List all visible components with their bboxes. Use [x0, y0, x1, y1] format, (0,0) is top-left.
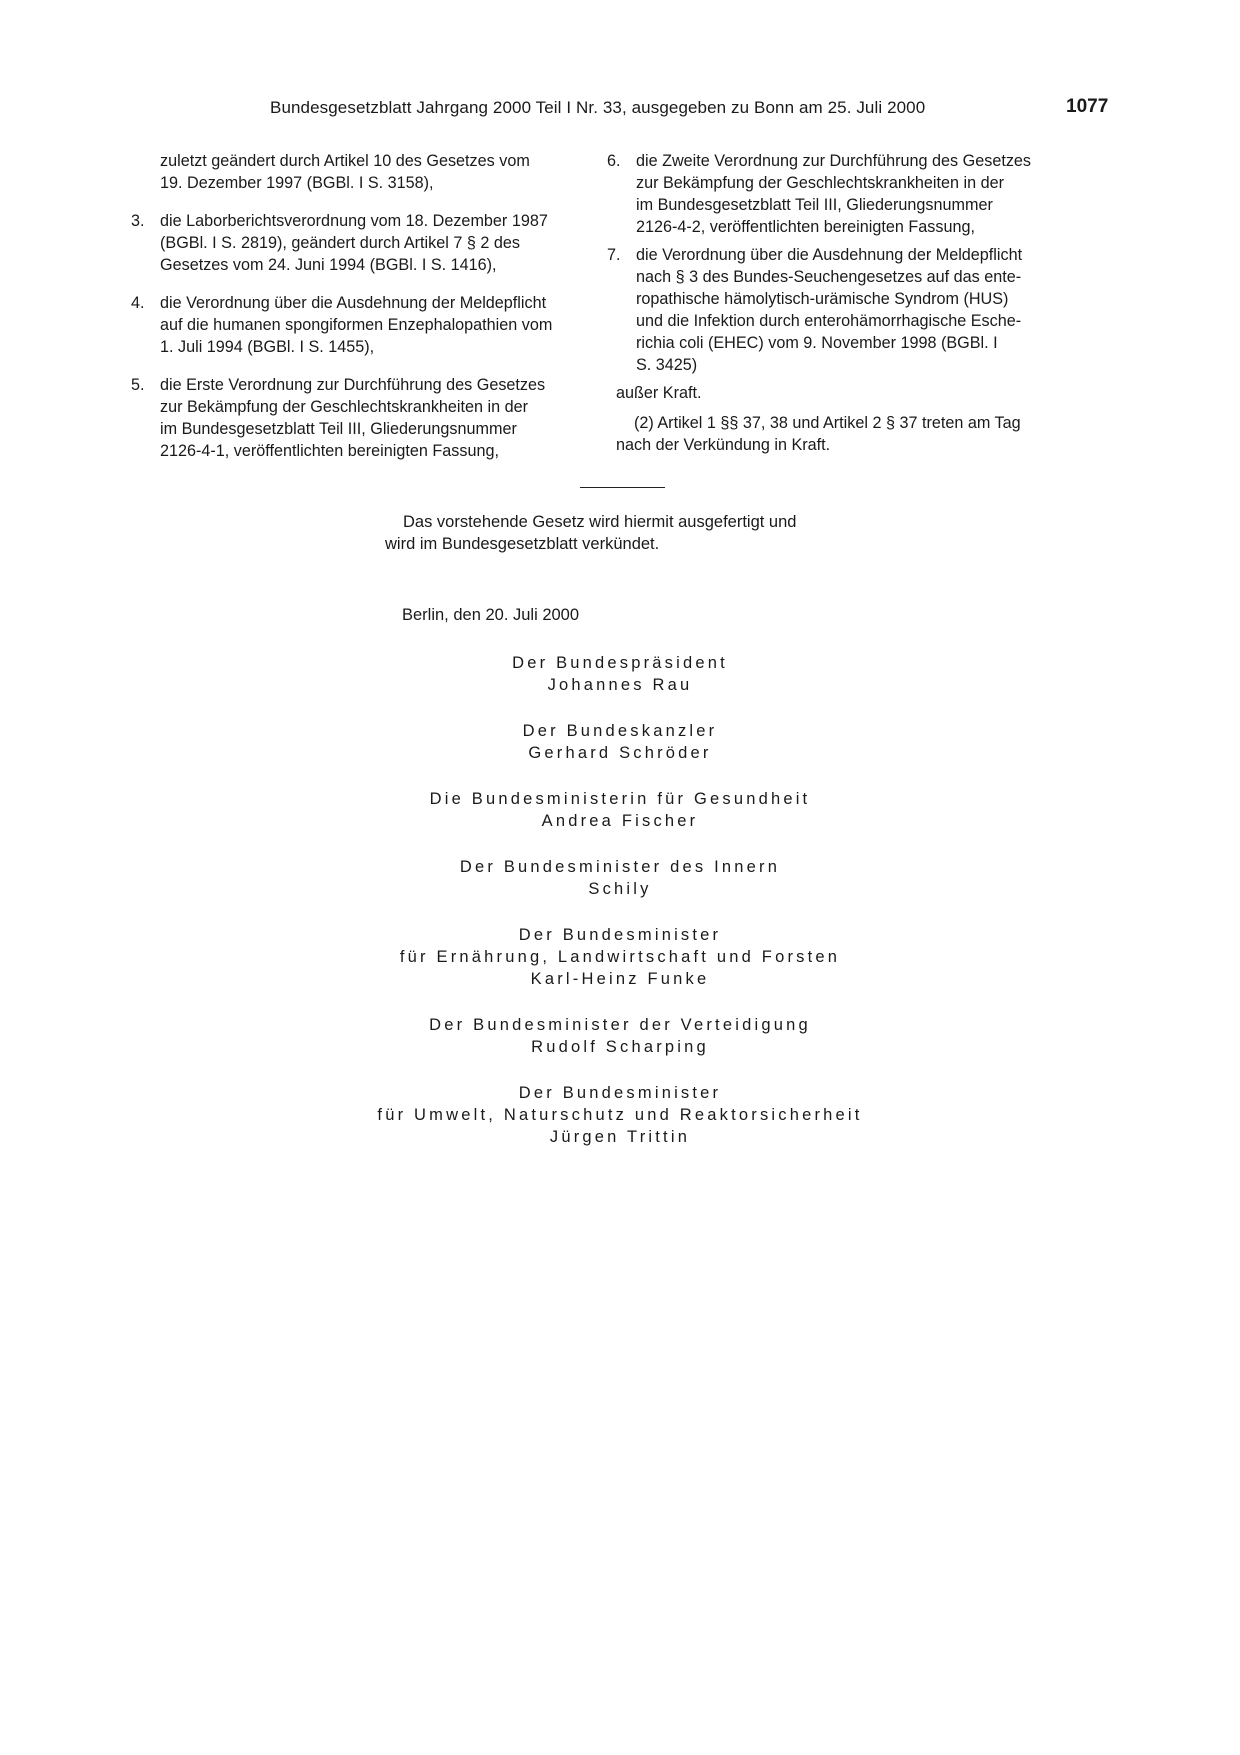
signatory-title: Die Bundesministerin für Gesundheit — [429, 790, 811, 808]
signatory-title: für Ernährung, Landwirtschaft und Forsten — [399, 948, 841, 966]
line: zur Bekämpfung der Geschlechtskrankheiten in der — [636, 174, 1005, 192]
line: zur Bekämpfung der Geschlechtskrankheiten in der — [160, 398, 529, 416]
signature-block — [320, 1014, 920, 1058]
signatory-title: Der Bundesminister des Innern — [459, 858, 781, 876]
line: auf die humanen spongiformen Enzephalopathien vom — [160, 316, 553, 334]
line: und die Infektion durch enterohämorrhagische Esche- — [636, 312, 1022, 330]
item-number: 4. — [131, 294, 145, 312]
line: Gesetzes vom 24. Juni 1994 (BGBl. I S. 1416), — [160, 256, 497, 274]
line: 2126-4-1, veröffentlichten bereinigten Fassung, — [160, 442, 499, 460]
line: 1. Juli 1994 (BGBl. I S. 1455), — [160, 338, 375, 356]
signature-list — [320, 652, 920, 1172]
line: 19. Dezember 1997 (BGBl. I S. 3158), — [160, 174, 434, 192]
line: die Laborberichtsverordnung vom 18. Dezember 1987 — [160, 212, 548, 230]
signatory-title: für Umwelt, Naturschutz und Reaktorsicherheit — [377, 1106, 863, 1124]
signature-block — [320, 856, 920, 900]
item-number: 6. — [607, 152, 621, 170]
signature-block — [320, 1082, 920, 1148]
signature-block — [320, 788, 920, 832]
signatory-name: Rudolf Scharping — [531, 1038, 709, 1056]
item-number: 7. — [607, 246, 621, 264]
header-title: Bundesgesetzblatt Jahrgang 2000 Teil I Nr. 33, ausgegeben zu Bonn am 25. Juli 2000 — [270, 98, 926, 117]
list-item-3 — [131, 210, 608, 276]
signatory-title: Der Bundesminister — [518, 1084, 722, 1102]
page-header — [0, 98, 1240, 126]
signature-block — [320, 720, 920, 764]
item-number: 5. — [131, 376, 145, 394]
line: richia coli (EHEC) vom 9. November 1998 (BGBl. I — [636, 334, 998, 352]
signatory-title: Der Bundesminister der Verteidigung — [429, 1016, 811, 1034]
signatory-name: Gerhard Schröder — [528, 744, 712, 762]
signatory-name: Andrea Fischer — [541, 812, 699, 830]
signatory-title: Der Bundeskanzler — [522, 722, 718, 740]
right-column — [607, 150, 1084, 456]
signature-block — [320, 652, 920, 696]
line: zuletzt geändert durch Artikel 10 des Gesetzes vom — [160, 152, 530, 170]
continuation-text — [160, 150, 608, 194]
line: Das vorstehende Gesetz wird hiermit ausgefertigt und — [403, 513, 797, 531]
line: im Bundesgesetzblatt Teil III, Gliederungsnummer — [636, 196, 993, 214]
signatory-name: Karl-Heinz Funke — [530, 970, 710, 988]
line: wird im Bundesgesetzblatt verkündet. — [385, 535, 660, 553]
line: S. 3425) — [636, 356, 698, 374]
list-item-7 — [607, 244, 1084, 376]
proclamation — [385, 511, 865, 555]
line: (2) Artikel 1 §§ 37, 38 und Artikel 2 § 37 treten am Tag — [634, 414, 1021, 432]
signatory-title: Der Bundesminister — [518, 926, 722, 944]
signatory-name: Johannes Rau — [547, 676, 693, 694]
signature-block — [320, 924, 920, 990]
line: im Bundesgesetzblatt Teil III, Gliederungsnummer — [160, 420, 517, 438]
line: (BGBl. I S. 2819), geändert durch Artikel 7 § 2 des — [160, 234, 520, 252]
paragraph-2 — [616, 412, 1084, 456]
line: die Verordnung über die Ausdehnung der Meldepflicht — [160, 294, 547, 312]
line: die Erste Verordnung zur Durchführung des Gesetzes — [160, 376, 546, 394]
page-number: 1077 — [1066, 96, 1109, 117]
list-item-6 — [607, 150, 1084, 238]
line: nach § 3 des Bundes-Seuchengesetzes auf das ente- — [636, 268, 1022, 286]
signatory-name: Schily — [588, 880, 652, 898]
line: die Verordnung über die Ausdehnung der Meldepflicht — [636, 246, 1023, 264]
closing-text: außer Kraft. — [616, 384, 702, 402]
signatory-title: Der Bundespräsident — [512, 654, 728, 672]
section-divider — [580, 487, 665, 488]
item-number: 3. — [131, 212, 145, 230]
line: die Zweite Verordnung zur Durchführung des Gesetzes — [636, 152, 1032, 170]
list-item-5 — [131, 374, 608, 462]
list-item-4 — [131, 292, 608, 358]
line: ropathische hämolytisch-urämische Syndrom (HUS) — [636, 290, 1009, 308]
place-date: Berlin, den 20. Juli 2000 — [402, 606, 580, 624]
line: 2126-4-2, veröffentlichten bereinigten Fassung, — [636, 218, 975, 236]
signatory-name: Jürgen Trittin — [549, 1128, 691, 1146]
line: nach der Verkündung in Kraft. — [616, 436, 831, 454]
left-column — [131, 150, 608, 478]
